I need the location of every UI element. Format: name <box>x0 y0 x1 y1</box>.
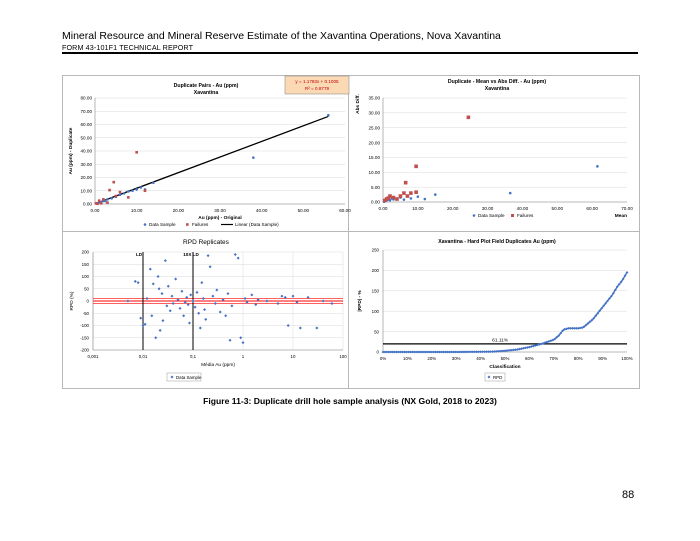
y-tick-label: 30.00 <box>80 161 92 167</box>
x-tick-label: 90% <box>598 356 607 361</box>
data-point-sample <box>322 300 325 303</box>
x-tick-label: 10 <box>290 354 296 359</box>
chart-duplicate-pairs <box>63 76 351 231</box>
data-point-sample <box>199 326 202 329</box>
data-point-sample <box>265 300 268 303</box>
report-subtitle: FORM 43-101F1 TECHNICAL REPORT <box>62 43 194 52</box>
data-point-sample <box>424 198 427 201</box>
x-tick-label: 10% <box>403 356 412 361</box>
data-point-sample <box>161 319 164 322</box>
legend-marker-sample <box>144 223 147 226</box>
data-point-sample <box>237 257 240 260</box>
x-tick-label: 50.00 <box>297 208 310 213</box>
data-point-sample <box>250 293 253 296</box>
x-tick-label: 60% <box>525 356 534 361</box>
data-point-failure <box>119 191 122 194</box>
data-point-failure <box>112 181 115 184</box>
equation-line-2: R² = 0.8779 <box>304 86 330 91</box>
x-tick-label: 10.00 <box>412 206 424 211</box>
data-point-sample <box>119 193 122 196</box>
data-point-sample <box>230 304 233 307</box>
x-tick-label: 70.00 <box>621 206 633 211</box>
data-point-sample <box>214 302 217 305</box>
data-point-sample <box>170 295 173 298</box>
report-title: Mineral Resource and Mineral Reserve Estimate of the Xavantina Operations, Nova Xavantina <box>62 30 501 42</box>
legend-label-failure: Failures <box>517 213 534 218</box>
x-tick-label: 60.00 <box>339 208 351 213</box>
legend-marker-failure <box>186 223 189 226</box>
detection-limit-label: LD <box>135 252 143 257</box>
data-point-sample <box>224 314 227 317</box>
data-point-sample <box>180 290 183 293</box>
data-point-sample <box>315 326 318 329</box>
data-point-sample <box>194 306 197 309</box>
x-tick-label: 1 <box>241 354 245 359</box>
data-point-failure <box>399 194 403 198</box>
data-point-failure <box>115 195 118 198</box>
y-tick-label: 30.00 <box>368 110 380 116</box>
y-axis-label: |RPD| - % <box>358 290 363 312</box>
data-point-sample <box>189 293 192 296</box>
y-tick-label: 200 <box>371 268 379 274</box>
data-point-sample <box>126 300 129 303</box>
x-tick-label: 30% <box>451 356 461 361</box>
y-tick-label: 80.00 <box>80 95 92 101</box>
x-tick-label: 70% <box>549 356 559 361</box>
data-point-sample <box>192 300 195 303</box>
data-point-failure <box>404 181 408 185</box>
x-tick-label: 100 <box>339 354 347 359</box>
data-point-sample <box>229 339 232 342</box>
y-tick-label: -50 <box>82 310 89 316</box>
x-tick-label: 0% <box>379 356 387 361</box>
x-tick-label: 0,1 <box>189 354 197 359</box>
y-tick-label: 20.00 <box>80 175 92 181</box>
data-point-sample <box>139 317 142 320</box>
y-tick-label: 60.00 <box>80 122 92 128</box>
data-point-sample <box>150 314 153 317</box>
data-point-sample <box>179 307 182 310</box>
y-tick-label: 10.00 <box>80 188 92 194</box>
data-point-sample <box>197 312 200 315</box>
data-point-sample <box>292 295 295 298</box>
data-point-sample <box>195 291 198 294</box>
y-tick-label: 35.00 <box>368 95 380 101</box>
legend-marker-failure <box>511 214 514 217</box>
data-point-sample <box>509 192 512 195</box>
figure-caption: Figure 11-3: Duplicate drill hole sample analysis (NX Gold, 2018 to 2023) <box>203 396 497 406</box>
data-point-sample <box>596 165 599 168</box>
data-point-sample <box>327 114 330 117</box>
x-axis-label: Mean <box>614 214 627 219</box>
y-tick-label: 0 <box>376 349 379 355</box>
y-tick-label: 50 <box>374 329 379 335</box>
legend-label-sample: Data Sample <box>478 213 505 218</box>
data-point-sample <box>159 329 162 332</box>
data-point-sample <box>252 156 255 159</box>
chart-hard-plot <box>349 232 639 388</box>
y-tick-label: 100 <box>81 274 89 280</box>
page-number: 88 <box>622 489 635 501</box>
x-tick-label: 100% <box>621 356 633 361</box>
x-axis-label: Au (ppm) - Original <box>198 216 242 221</box>
data-point-failure <box>135 151 138 154</box>
x-tick-label: 80% <box>573 356 583 361</box>
data-point-sample <box>209 265 212 268</box>
y-tick-label: 150 <box>371 288 379 294</box>
data-point-failure <box>409 191 413 195</box>
chart-title: Duplicate - Mean vs Abs Diff. - Au (ppm) <box>447 79 547 85</box>
y-tick-label: 50.00 <box>80 135 92 141</box>
x-tick-label: 50.00 <box>551 206 564 211</box>
data-point-sample <box>204 318 207 321</box>
x-tick-label: 20% <box>427 356 437 361</box>
data-point-sample <box>152 182 155 185</box>
data-point-sample <box>182 314 185 317</box>
data-point-sample <box>137 281 140 284</box>
data-point-sample <box>234 253 237 256</box>
legend-label-trend: Linear (Data Sample) <box>235 222 279 227</box>
data-point-sample <box>244 297 247 300</box>
data-point-failure <box>406 194 410 198</box>
data-point-sample <box>127 190 130 193</box>
data-point-sample <box>134 280 137 283</box>
data-point-failure <box>395 197 399 201</box>
data-point-sample <box>202 297 205 300</box>
data-point-failure <box>144 189 147 192</box>
data-point-sample <box>172 302 175 305</box>
data-point-failure <box>108 189 111 192</box>
x-tick-label: 0,01 <box>138 354 148 359</box>
x-tick-label: 40% <box>476 356 485 361</box>
y-tick-label: 25.00 <box>368 125 380 131</box>
data-point-sample <box>145 297 148 300</box>
data-point-sample <box>299 326 302 329</box>
data-point-failure <box>127 196 130 199</box>
data-point-sample <box>157 275 160 278</box>
data-point-sample <box>188 322 191 325</box>
x-tick-label: 0.00 <box>90 208 100 213</box>
y-tick-label: -150 <box>80 335 89 341</box>
y-axis-label: Au (ppm) - Duplicate <box>69 127 74 175</box>
x-tick-label: 30.00 <box>214 208 226 213</box>
data-point-sample <box>154 336 157 339</box>
data-point-sample <box>140 186 143 189</box>
data-point-sample <box>417 195 420 198</box>
data-point-sample <box>110 197 113 200</box>
x-tick-label: 20.00 <box>446 206 459 211</box>
data-point-sample <box>403 198 406 201</box>
figure-panel <box>62 75 640 389</box>
data-point-sample <box>165 304 168 307</box>
y-tick-label: -200 <box>80 347 89 353</box>
y-tick-label: 200 <box>81 249 89 255</box>
header-rule <box>62 52 638 54</box>
data-point-sample <box>152 282 155 285</box>
data-point-sample <box>169 309 172 312</box>
legend-label-sample: Data Sample <box>149 222 176 227</box>
y-tick-label: 250 <box>371 247 379 253</box>
data-point-failure <box>102 198 105 201</box>
data-point-sample <box>167 285 170 288</box>
x-axis-label: Média Au (ppm) <box>201 363 235 368</box>
y-tick-label: 0.00 <box>83 201 92 207</box>
data-point-sample <box>149 268 152 271</box>
data-point-sample <box>203 308 206 311</box>
chart-subtitle: Xavantina <box>484 86 510 92</box>
data-point-sample <box>164 259 167 262</box>
y-tick-label: 20.00 <box>368 140 380 146</box>
x-tick-label: 0,001 <box>87 354 99 359</box>
data-point-sample <box>161 292 164 295</box>
y-axis-label: RPD (%) <box>70 291 75 311</box>
threshold-label: 61.11% <box>492 338 509 344</box>
chart-title: Duplicate Pairs - Au (ppm) <box>173 83 239 89</box>
y-tick-label: 100 <box>371 308 379 314</box>
y-tick-label: -100 <box>80 323 89 329</box>
data-point-sample <box>226 292 229 295</box>
legend-label-sample: Data Sample <box>176 375 202 380</box>
data-point-sample <box>242 341 245 344</box>
legend-label-failure: Failures <box>192 222 209 227</box>
detection-limit-label: 10X LD <box>183 252 199 257</box>
legend-label-rpd: RPD <box>493 375 503 380</box>
y-tick-label: 150 <box>81 261 89 267</box>
data-point-sample <box>131 189 134 192</box>
data-point-sample <box>174 277 177 280</box>
data-point-sample <box>158 287 161 290</box>
data-point-sample <box>280 295 283 298</box>
chart-mean-vs-absdiff <box>349 76 639 231</box>
data-point-sample <box>200 281 203 284</box>
data-point-failure <box>467 116 471 120</box>
y-tick-label: 10.00 <box>368 169 380 175</box>
y-tick-label: 0.00 <box>371 199 380 205</box>
equation-line-1: y = 1.1783x + 0.1005 <box>295 79 339 84</box>
data-point-failure <box>402 191 406 195</box>
y-tick-label: 0 <box>86 298 89 304</box>
y-tick-label: 40.00 <box>80 148 92 154</box>
data-point-sample <box>287 324 290 327</box>
data-point-sample <box>239 336 242 339</box>
y-tick-label: 50 <box>84 286 89 292</box>
y-axis-label: Abs Diff. <box>356 94 361 114</box>
data-point-sample <box>135 188 138 191</box>
data-point-sample <box>207 254 210 257</box>
x-tick-label: 10.00 <box>130 208 143 213</box>
legend-marker-sample <box>473 214 476 217</box>
chart-subtitle: Xavantina <box>193 90 219 96</box>
y-tick-label: 5.00 <box>371 184 380 190</box>
x-axis-label: Classification <box>489 365 521 370</box>
data-point-sample <box>123 192 126 195</box>
data-point-sample <box>410 197 413 200</box>
data-point-failure <box>100 202 103 205</box>
data-point-failure <box>98 199 101 202</box>
data-point-failure <box>106 201 109 204</box>
x-tick-label: 0.00 <box>378 206 388 211</box>
data-point-sample <box>211 295 214 298</box>
data-point-sample <box>106 198 109 201</box>
chart-title: RPD Replicates <box>183 239 229 246</box>
y-tick-label: 70.00 <box>80 108 92 114</box>
x-tick-label: 60.00 <box>586 206 598 211</box>
y-tick-label: 15.00 <box>368 155 380 161</box>
x-tick-label: 20.00 <box>172 208 185 213</box>
x-tick-label: 40.00 <box>255 208 268 213</box>
data-point-failure <box>414 165 418 169</box>
chart-rpd-replicates <box>63 232 348 388</box>
chart-title: Xavantina - Hard Plot Field Duplicates Au (ppm) <box>438 239 556 245</box>
data-point-failure <box>392 196 396 200</box>
data-point-failure <box>96 202 99 205</box>
data-point-sample <box>434 193 437 196</box>
data-point-rpd <box>565 327 568 330</box>
data-point-failure <box>414 190 418 194</box>
data-point-sample <box>330 302 333 305</box>
x-tick-label: 40.00 <box>516 206 529 211</box>
x-tick-label: 50% <box>500 356 510 361</box>
x-tick-label: 30.00 <box>481 206 494 211</box>
data-point-sample <box>276 302 279 305</box>
data-point-failure <box>388 194 392 198</box>
